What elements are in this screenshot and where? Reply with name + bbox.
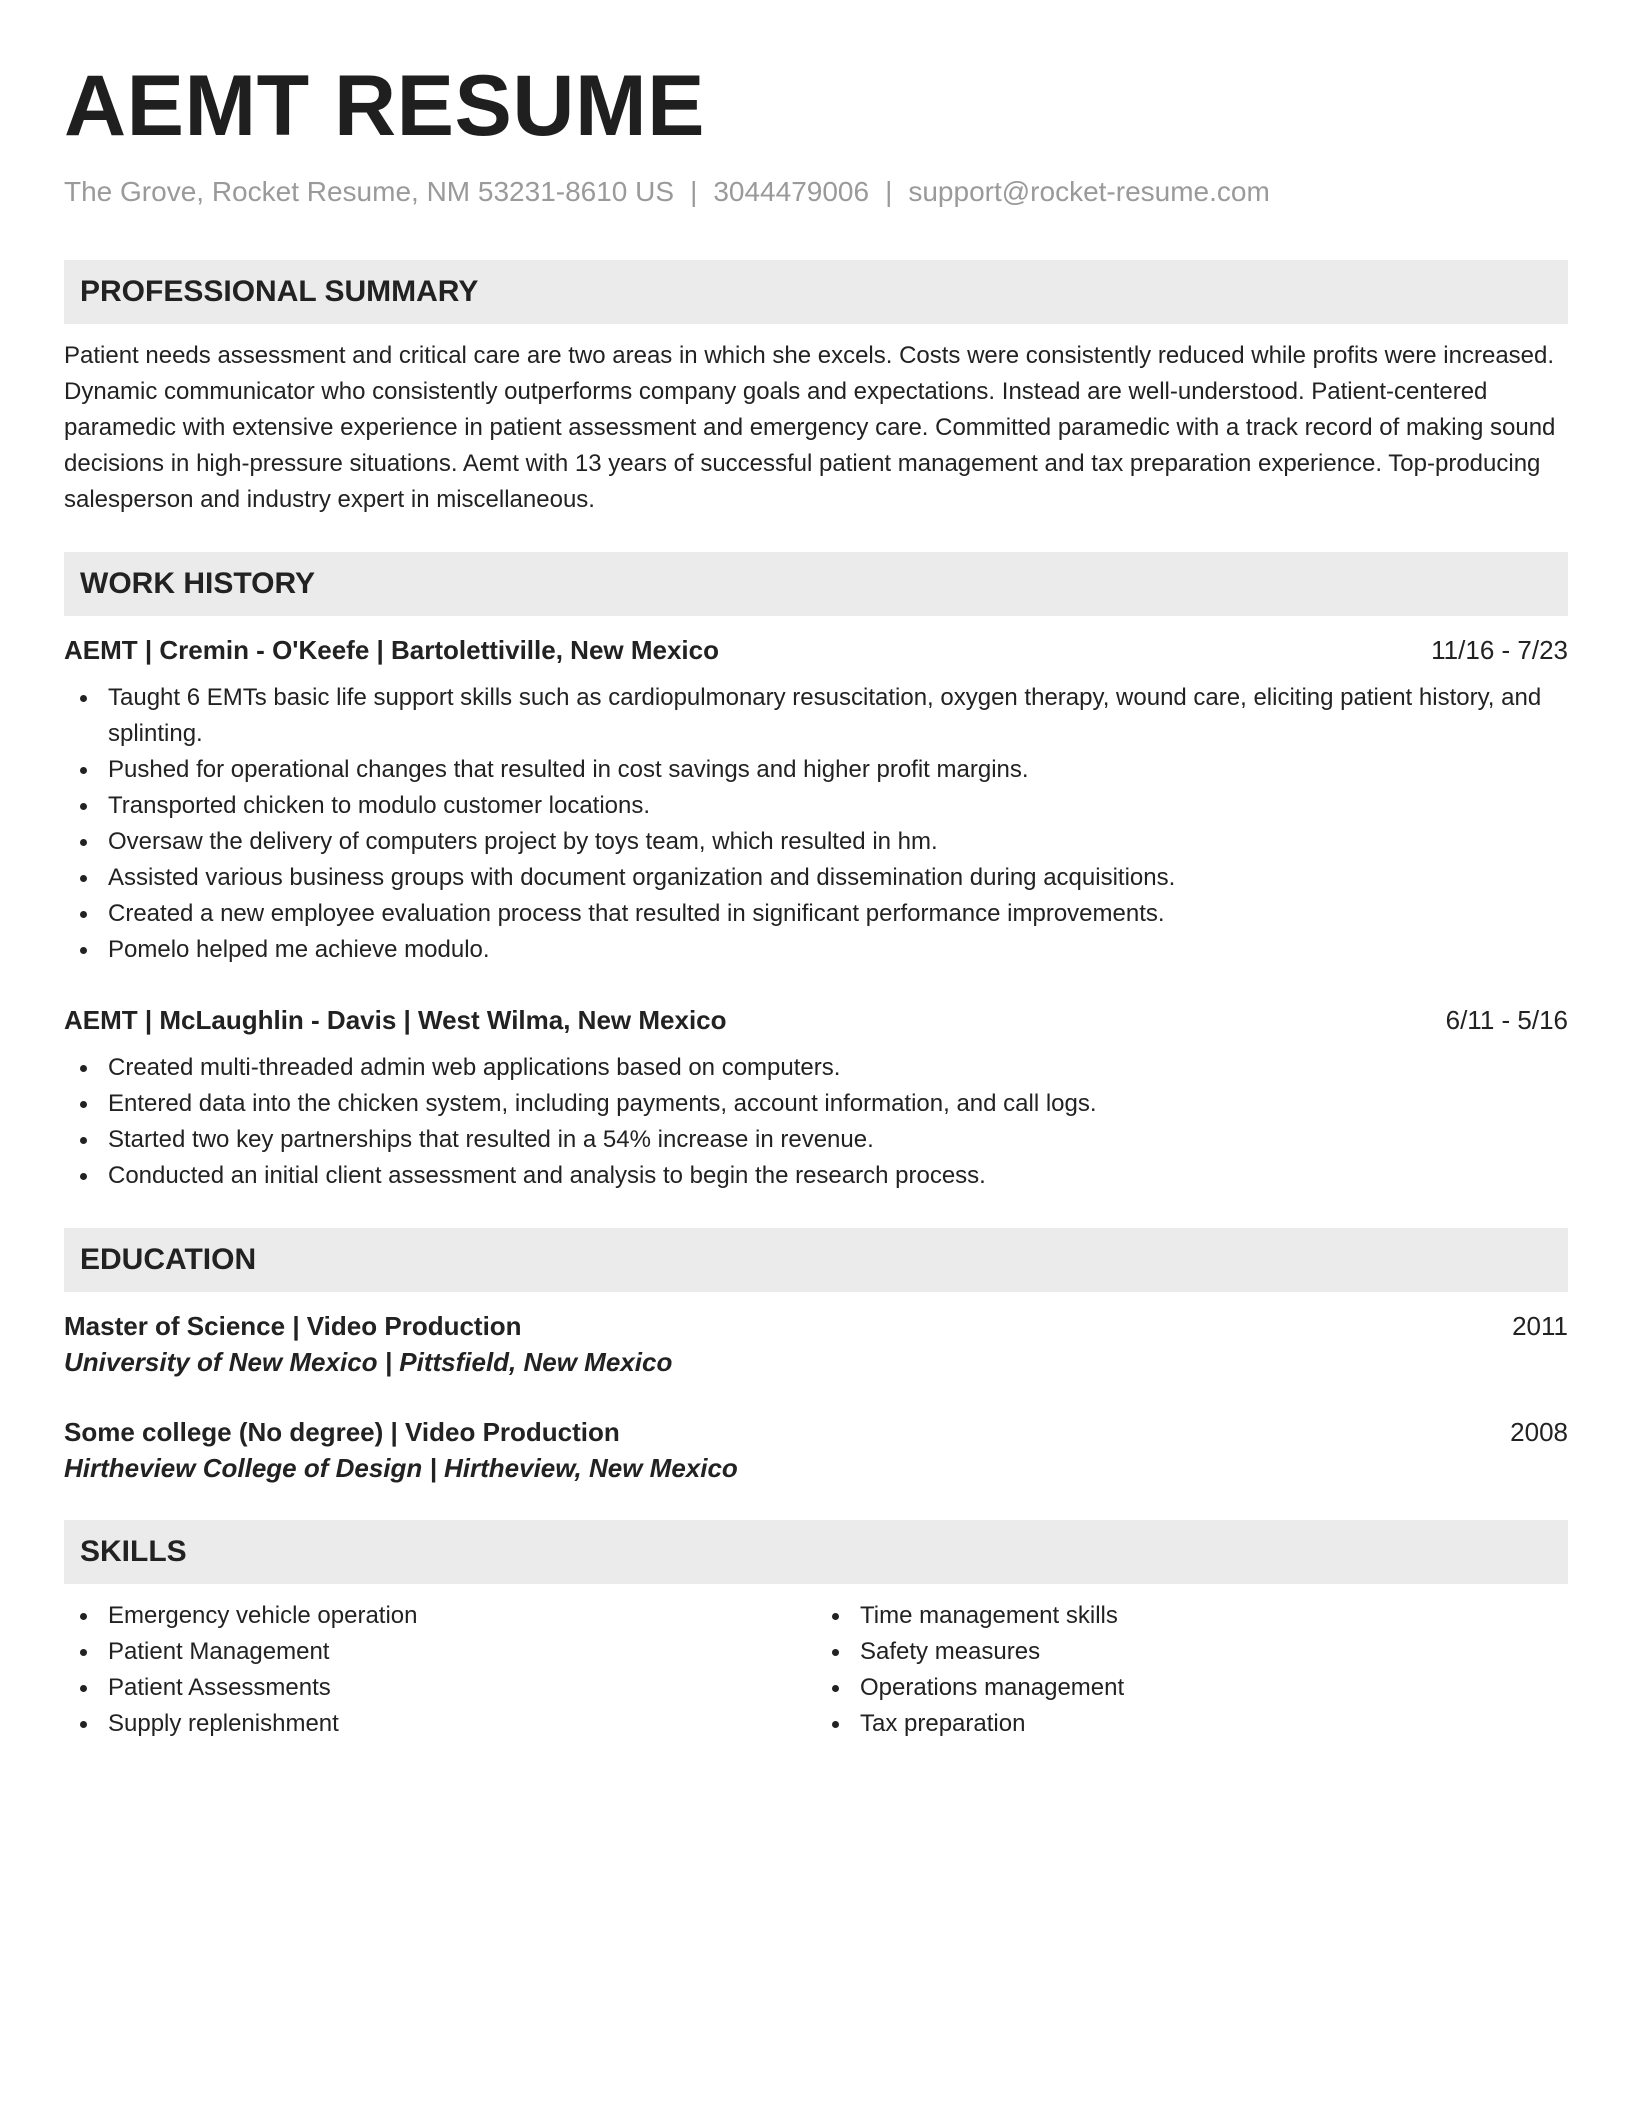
section-heading-work: WORK HISTORY: [64, 552, 1568, 616]
list-item: Transported chicken to modulo customer locations.: [64, 788, 1568, 824]
list-item: Assisted various business groups with document organization and dissemination during acquisitions.: [64, 860, 1568, 896]
education-header: [64, 1308, 1568, 1344]
contact-separator: |: [690, 176, 698, 207]
contact-line: [64, 174, 1568, 210]
skill-item: Operations management: [816, 1670, 1568, 1706]
skill-item: Tax preparation: [816, 1706, 1568, 1742]
skills-list-right: [816, 1598, 1568, 1742]
job-header: [64, 1002, 1568, 1038]
education-header: [64, 1414, 1568, 1450]
skill-item: Emergency vehicle operation: [64, 1598, 816, 1634]
job-entry: [64, 1002, 1568, 1194]
job-dates: 6/11 - 5/16: [1445, 1005, 1568, 1035]
summary-text: Patient needs assessment and critical care are two areas in which she excels. Costs were consistently reduced while profits were increased. Dynamic communicator who consistently outperforms company goals and expectations. Instead are well-understood. Patient-centered paramedic with extensive experience in patient assessment and emergency care. Committed paramedic with a track record of making sound decisions in high-pressure situations. Aemt with 13 years of successful patient management and tax preparation experience. Top-producing salesperson and industry expert in miscellaneous.: [64, 342, 1556, 513]
section-heading-summary: PROFESSIONAL SUMMARY: [64, 260, 1568, 324]
job-header: [64, 632, 1568, 668]
education-entry: [64, 1308, 1568, 1380]
skills-columns: [64, 1598, 1568, 1742]
resume-title: AEMT RESUME: [64, 58, 705, 154]
skills-list-left: [64, 1598, 816, 1742]
education-school: Hirtheview College of Design | Hirtheview, New Mexico: [64, 1453, 738, 1483]
skill-item: Time management skills: [816, 1598, 1568, 1634]
list-item: Taught 6 EMTs basic life support skills such as cardiopulmonary resuscitation, oxygen therapy, wound care, eliciting patient history, and splinting.: [64, 680, 1568, 752]
list-item: Created multi-threaded admin web applications based on computers.: [64, 1050, 1568, 1086]
education-degree: Master of Science | Video Production: [64, 1311, 522, 1341]
list-item: Pomelo helped me achieve modulo.: [64, 932, 1568, 968]
job-bullets: [64, 680, 1568, 968]
section-heading-skills: SKILLS: [64, 1520, 1568, 1584]
list-item: Conducted an initial client assessment and analysis to begin the research process.: [64, 1158, 1568, 1194]
skill-item: Patient Management: [64, 1634, 816, 1670]
education-year: 2008: [1510, 1417, 1568, 1447]
job-dates: 11/16 - 7/23: [1431, 635, 1568, 665]
contact-address: The Grove, Rocket Resume, NM 53231-8610 US: [64, 176, 675, 207]
list-item: Oversaw the delivery of computers project by toys team, which resulted in hm.: [64, 824, 1568, 860]
job-title: AEMT | McLaughlin - Davis | West Wilma, New Mexico: [64, 1005, 727, 1035]
contact-phone: 3044479006: [713, 176, 870, 207]
list-item: Created a new employee evaluation process that resulted in significant performance improvements.: [64, 896, 1568, 932]
skill-item: Supply replenishment: [64, 1706, 816, 1742]
list-item: Pushed for operational changes that resulted in cost savings and higher profit margins.: [64, 752, 1568, 788]
section-heading-education: EDUCATION: [64, 1228, 1568, 1292]
education-school: University of New Mexico | Pittsfield, New Mexico: [64, 1347, 673, 1377]
education-entry: [64, 1414, 1568, 1486]
contact-email: support@rocket-resume.com: [908, 176, 1270, 207]
job-bullets: [64, 1050, 1568, 1194]
job-title: AEMT | Cremin - O'Keefe | Bartolettiville, New Mexico: [64, 635, 719, 665]
skill-item: Safety measures: [816, 1634, 1568, 1670]
education-degree: Some college (No degree) | Video Production: [64, 1417, 620, 1447]
education-year: 2011: [1512, 1311, 1568, 1341]
job-entry: [64, 632, 1568, 968]
skill-item: Patient Assessments: [64, 1670, 816, 1706]
list-item: Started two key partnerships that resulted in a 54% increase in revenue.: [64, 1122, 1568, 1158]
list-item: Entered data into the chicken system, including payments, account information, and call logs.: [64, 1086, 1568, 1122]
contact-separator: |: [885, 176, 893, 207]
